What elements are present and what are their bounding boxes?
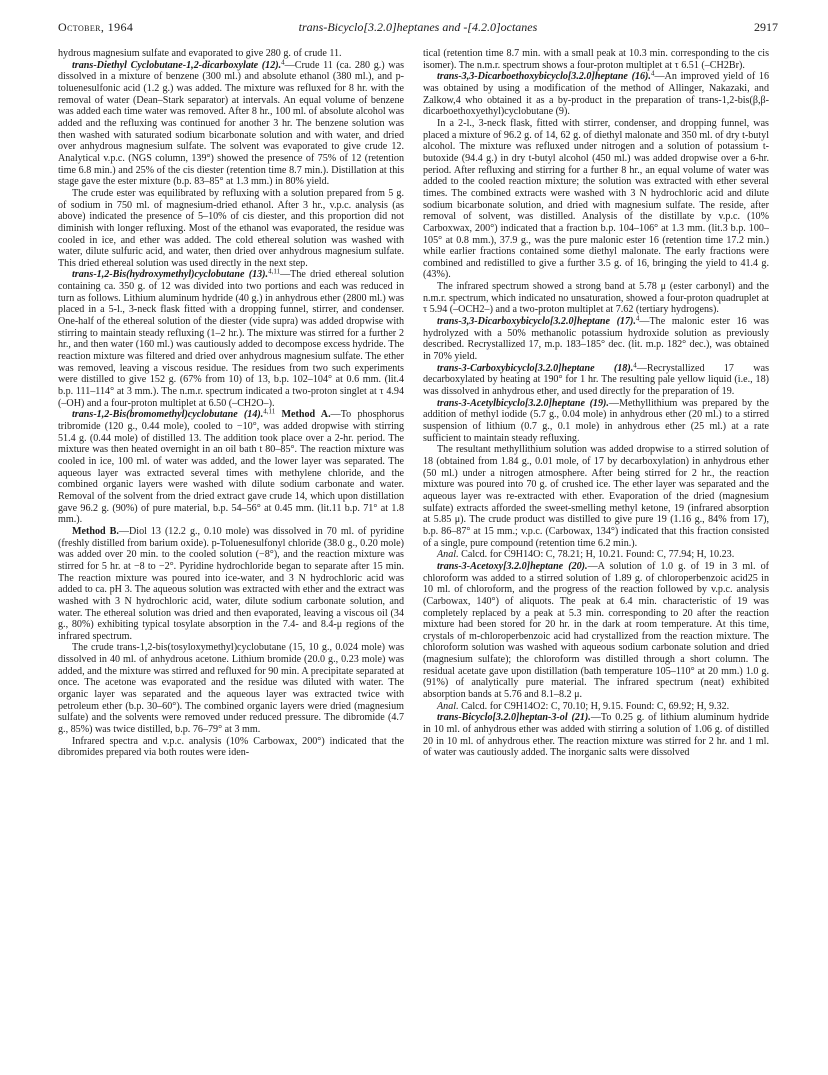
compound-heading: trans-3,3-Dicarboxybicyclo[3.2.0]heptane (17). [437, 316, 636, 328]
compound-heading: trans-Bicyclo[3.2.0]heptan-3-ol (21). [437, 712, 591, 724]
compound-heading: trans-3-Acetylbicyclo[3.2.0]heptane (19). [437, 397, 609, 409]
compound-heading: trans-3-Carboxybicyclo[3.2.0]heptane (18). [437, 362, 634, 374]
reference-marker: 4 [650, 69, 655, 78]
anal-label: Anal. [437, 700, 459, 712]
paragraph-body: Calcd. for C9H14O2: C, 70.10; H, 9.15. Found: C, 69.92; H, 9.32. [461, 700, 730, 712]
running-header [58, 18, 778, 36]
reference-marker: 4 [281, 58, 285, 67]
reference-marker: 4 [633, 361, 637, 370]
paragraph [423, 363, 769, 398]
paragraph [423, 398, 769, 445]
method-label: Method A. [281, 409, 331, 421]
reference-marker: 4,11 [263, 407, 276, 416]
paragraph [423, 71, 769, 118]
paragraph [58, 269, 404, 409]
paragraph: tical (retention time 8.7 min. with a small peak at 10.3 min. corresponding to the cis isomer). The n.m.r. spectrum shows a four-proton multiplet at τ 6.51 (–CH2Br). [423, 48, 769, 71]
paragraph-body: —Recrystallized 17 was decarboxylated by heating at 190° for 1 hr. The resulting pale yellow liquid (i.e., 18) was dissolved in anhydrous ether, and used directly for the preparation of 19. [423, 362, 769, 398]
reference-marker: 4 [635, 314, 640, 323]
reference-marker: 4,11 [268, 267, 281, 276]
paragraph-body: —A solution of 1.0 g. of 19 in 3 ml. of chloroform was added to a stirred solution of 1.89 g. of chloroperbenzoic acid25 in 10 ml. of chloroform, and the progress of the reaction followed by v.p.c. analysis (Carbowax, 140°) of aliquots. The peak at 6.4 min. characteristic of 19 was completely replaced by a peak at 5.3 min. corresponding to 20 after the reaction mixture had been stored for 20 hr. in the dark at room temperature. At this time, crystals of m-chloroperbenzoic acid had crystallized from the reaction mixture. The chloroform solution was washed with aqueous sodium carbonate solution and dried (magnesium sulfate); the chloroform was distilled through a short column. The residual acetate gave upon distillation (bath temperature 105–110° at 20 mm.) 1.0 g. (91%) of analytically pure material. The infrared spectrum (neat) exhibited absorption bands at 5.76 and 8.1–8.2 μ. [423, 560, 769, 701]
paragraph: In a 2-l., 3-neck flask, fitted with stirrer, condenser, and dropping funnel, was placed a mixture of 96.2 g. of 14, 62 g. of diethyl malonate and 350 ml. of dry t-butyl alcohol. The mixture was refluxed under nitrogen and a solution of potassium t-butoxide (94.4 g.) in dry t-butyl alcohol (450 ml.) was added dropwise over a 6-hr. period. After refluxing and stirring for a further 8 hr., an equal volume of water was added to the cooled reaction mixture; the solution was extracted with ether several times. The combined extracts were washed with 3 N hydrochloric acid and dilute sodium bicarbonate solution, and dried with magnesium sulfate. The reside, after removal of solvent, was distilled. Analysis of the distillate by v.p.c. (10% Carboxwax, 200°) indicated that a fraction b.p. 104–106° at 1.3 mm. (lit.3 b.p. 100–105° at 0.8 mm.), 37.9 g., was the pure malonic ester 16 (retention time 17.2 min.) while earlier fractions contained some diethyl malonate. The early fractions were combined and redistilled to give a further 3.5 g. of 16, bringing the yield to 41.4 g. (43%). [423, 117, 769, 281]
paragraph-body: —Crude 11 (ca. 280 g.) was dissolved in a mixture of benzene (300 ml.) and absolute ethanol (380 ml.), and p-toluenesulfonic acid (1.2 g.) was added. The mixture was refluxed for 8 hr. with the removal of water (Dean–Stark separator) at intervals. An equal volume of benzene was added each time water was removed. After 8 hr., 100 ml. of absolute alcohol was added and the refluxing was continued for another 3 hr. The benzene solution was then washed with saturated sodium bicarbonate solution and with water, and dried over anhydrous magnesium sulfate. The solvent was evaporated to give crude 12. Analytical v.p.c. (NGS column, 139°) showed the presence of 75% of 12 (retention time 6.8 min.) and 25% of the cis diester (retention time 8.7 min.). Distillation at this stage gave the ester mixture (b.p. 83–85° at 1.3 mm.) in 80% yield. [58, 59, 404, 188]
paragraph: Infrared spectra and v.p.c. analysis (10% Carbowax, 200°) indicated that the dibromides prepared via both routes were iden- [58, 735, 404, 759]
paragraph [423, 549, 769, 561]
paragraph [58, 60, 404, 188]
paragraph: The crude trans-1,2-bis(tosyloxymethyl)cyclobutane (15, 10 g., 0.024 mole) was dissolved in 40 ml. of anhydrous acetone. Lithium bromide (20.0 g., 0.23 mole) was added, and the mixture was stirred and refluxed for 90 min. A precipitate separated at once. The acetone was evaporated and the residue was diluted with water. The organic layer was separated and the aqueous layer was extracted twice with petroleum ether (b.p. 30–60°). The combined organic layers were dried (magnesium sulfate) and the solvents were removed under reduced pressure. The dibromide (4.7 g., 85%) was twice distilled, b.p. 76–79° at 3 mm. [58, 642, 404, 736]
anal-label: Anal. [437, 549, 459, 561]
left-column [58, 48, 404, 1058]
paragraph [58, 409, 404, 526]
paragraph [58, 526, 404, 643]
paragraph-body: —An improved yield of 16 was obtained by using a modification of the method of Allinger, Nakazaki, and Zalkow,4 who obtained it as a by-product in the preparation of trans-1,2-bis(β,β-dicarboethoxyethyl)cyclobutane (9). [423, 71, 769, 118]
paragraph [423, 316, 769, 363]
header-date: October, 1964 [58, 20, 134, 34]
paragraph-body: —Methyllithium was prepared by the addition of methyl iodide (5.7 g., 0.04 mole) in anhydrous ether (20 ml.) to a stirred suspension of lithium (0.7 g., 0.1 mole) in anhydrous ether (25 ml.) at a rate sufficient to maintain steady refluxing. [423, 397, 769, 444]
paragraph [423, 701, 769, 713]
compound-heading: trans-3,3-Dicarboethoxybicyclo[3.2.0]heptane (16). [437, 71, 651, 83]
paragraph: hydrous magnesium sulfate and evaporated to give 280 g. of crude 11. [58, 48, 342, 59]
paragraph-body: —The dried ethereal solution containing ca. 350 g. of 12 was divided into two portions and each was reduced in turn as follows. Lithium aluminum hydride (40 g.) in anhydrous ether (2800 ml.) was placed in a 5-l., 3-neck flask fitted with a dropping funnel, stirrer, and condenser. One-half of the ethereal solution of the diester (vide supra) was added dropwise with stirring to maintain steady refluxing (1–2 hr.). The mixture was stirred for a further 2 hr., and then water (160 ml.) was cautiously added to decompose excess hydride. The reaction mixture was filtered and dried over anhydrous magnesium sulfate. The ether was removed, leaving a viscous residue. The residues from two such experiments were distilled to give 152 g. (67% from 10) of 13, b.p. 102–104° at 0.6 mm. (lit.4 b.p. 111–114° at 3 mm.). The n.m.r. spectrum indicated a two-proton singlet at τ 4.94 (–OH) and a four-proton multiplet at 6.50 (–CH2O–). [58, 269, 404, 409]
compound-heading: trans-1,2-Bis(bromomethyl)cyclobutane (14). [72, 409, 264, 421]
paragraph-body: —Diol 13 (12.2 g., 0.10 mole) was dissolved in 70 ml. of pyridine (freshly distilled from barium oxide). p-Toluenesulfonyl chloride (38.0 g., 0.20 mole) was added over 20 min. to the cooled solution (−8°), and the reaction mixture was stirred for 5 hr. at −8 to −2°. Pyridine hydrochloride began to separate after 15 min. The reaction mixture was poured into ice-water, and 3 N hydrochloric acid was added to ca. pH 3. The aqueous solution was extracted with ether and the extract was washed with 3 N hydrochloric acid, water, dilute sodium carbonate solution, and water. The ethereal solution was dried and then evaporated, leaving a viscous oil (34 g., 80%) exhibiting typical tosylate absorption in the 7.4- and 8.4-μ regions of the infrared spectrum. [58, 525, 404, 642]
paragraph-body: —To 0.25 g. of lithium aluminum hydride in 10 ml. of anhydrous ether was added with stirring a solution of 1.06 g. of distilled 20 in 10 ml. of anhydrous ether. The reaction mixture was stirred for 2 hr. and 1 ml. of water was cautiously added. The inorganic salts were dissolved [423, 712, 769, 759]
paragraph: The resultant methyllithium solution was added dropwise to a stirred solution of 18 (obtained from 1.84 g., 0.01 mole, of 17 by decarboxylation) in anhydrous ether (50 ml.) under a nitrogen atmosphere. After being stirred for 2 hr., the reaction mixture was poured into 70 g. of crushed ice. The ether layer was separated and the aqueous layer was re-extracted with ether. Evaporation of the dried (magnesium sulfate) extracts afforded the sweet-smelling methyl ketone, 19 (infrared absorption at 5.85 μ). The crude product was distilled to give pure 19 (1.16 g., 84% from 17), b.p. 86–87° at 15 mm.; v.p.c. (Carbowax, 134°) indicated that this fraction consisted of a single, pure compound (retention time 6.2 min.). [423, 444, 769, 549]
compound-heading: trans-3-Acetoxy[3.2.0]heptane (20). [437, 560, 588, 572]
paragraph-body: —The malonic ester 16 was hydrolyzed with a 50% methanolic potassium hydroxide solution as previously described. Recrystallized 17, m.p. 183–185° dec. (lit. m.p. 182° dec.), was obtained in 70% yield. [423, 316, 769, 363]
right-column [423, 48, 769, 1058]
paragraph-body: Calcd. for C9H14O: C, 78.21; H, 10.21. Found: C, 77.94; H, 10.23. [461, 549, 735, 561]
method-label: Method B. [72, 525, 119, 537]
compound-heading: trans-1,2-Bis(hydroxymethyl)cyclobutane (13). [72, 269, 269, 281]
paragraph: The infrared spectrum showed a strong band at 5.78 μ (ester carbonyl) and the n.m.r. spectrum, which indicated no unsaturation, showed a four-proton quadruplet at τ 5.94 (–OCH2–) and a two-proton multiplet at 7.62 (tertiary hydrogens). [423, 281, 769, 316]
page-number: 2917 [754, 20, 778, 34]
paragraph [423, 712, 769, 759]
header-title: trans-Bicyclo[3.2.0]heptanes and -[4.2.0]octanes [298, 20, 538, 34]
paragraph: The crude ester was equilibrated by refluxing with a solution prepared from 5 g. of sodium in 750 ml. of magnesium-dried ethanol. After 3 hr., v.p.c. analysis (as above) indicated the presence of 5–10% of cis diester, and this proportion did not diminish with longer refluxing. Most of the ethanol was evaporated, the residue was cooled in ice, and ether was added. The cold ethereal solution was washed with water, dilute sulfuric acid, and water, then dried over anhydrous magnesium sulfate. This dried ethereal solution was used directly in the next step. [58, 187, 404, 269]
paragraph-body: —To phosphorus tribromide (120 g., 0.44 mole), cooled to −10°, was added dropwise with stirring 51.4 g. (0.44 mole) of distilled 13. The addition took place over a 2-hr. period. The mixture was then heated overnight in an oil bath t 80–85°. The reaction mixture was cooled in ice, 100 ml. of water was added, and the lower layer was separated. The aqueous layer was extracted several times with methylene chloride, and the combined organic layers were washed with dilute sodium carbonate and water. Removal of the solvent from the dried extract gave crude 14, which upon distillation gave 96.2 g. (90%) of pure material, b.p. 54–56° at 0.45 mm. (lit.11 b.p. 71° at 1.8 mm.). [58, 409, 404, 526]
paragraph [423, 561, 769, 701]
compound-heading: trans-Diethyl Cyclobutane-1,2-dicarboxylate (12). [72, 59, 282, 71]
